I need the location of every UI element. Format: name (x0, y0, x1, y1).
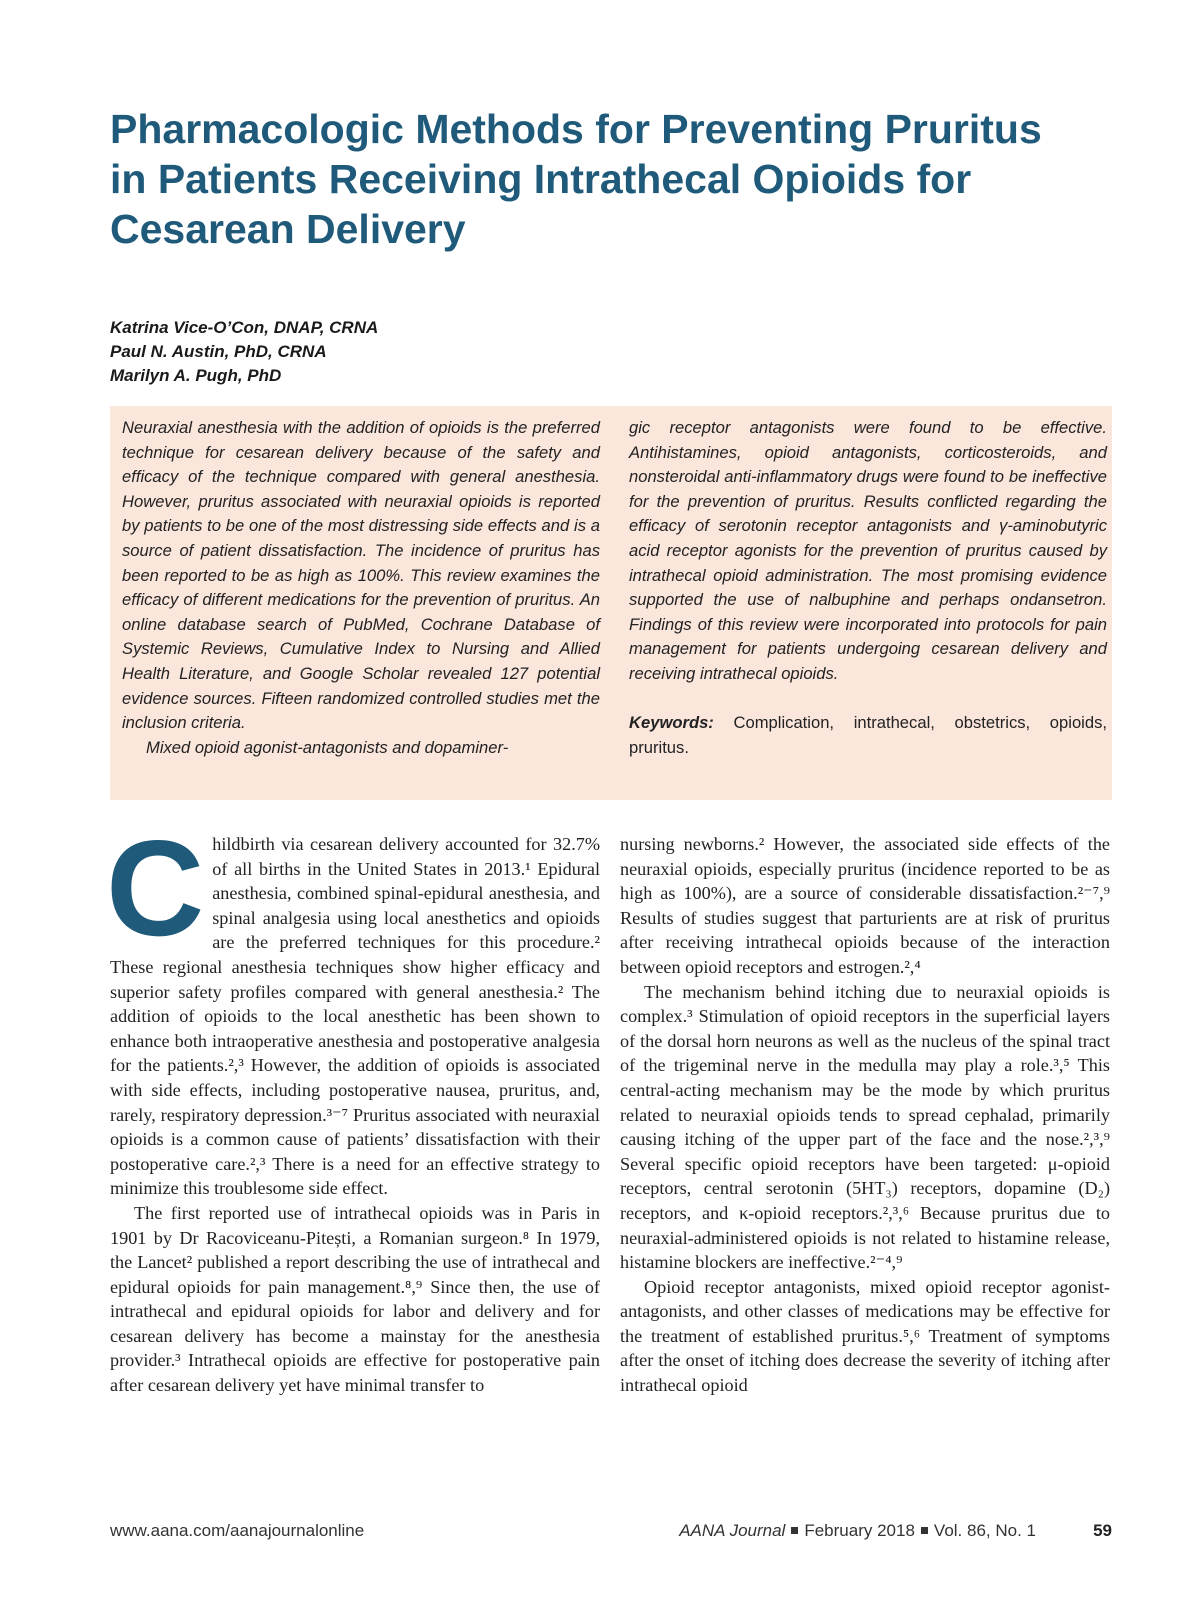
body-paragraph: hildbirth via cesarean delivery accounted for 32.7% of all births in the United States in 2013.¹ Epidural anesthesia, combined spinal-epidural anesthesia, and spinal analgesia using local anesthetics and opioids are the preferred techniques for this procedure.² These regional anesthesia techniques show higher efficacy and superior safety profiles compared with general anesthesia.² The addition of opioids to the local anesthetic has been shown to enhance both intraoperative anesthesia and postoperative analgesia for the patients.²,³ However, the addition of opioids is associated with side effects, including postoperative nausea, pruritus, and, rarely, respiratory depression.³⁻⁷ Pruritus associated with neuraxial opioids is a common cause of patients’ dissatisfaction with their postoperative care.²,³ There is a need for an effective strategy to minimize this troublesome side effect. (110, 834, 600, 1199)
body-paragraph: nursing newborns.² However, the associated side effects of the neuraxial opioids, especially pruritus (incidence reported to be as high as 100%), are a source of considerable dissatisfaction.²⁻⁷,⁹ Results of studies suggest that parturients are at risk of pruritus after receiving intrathecal opioids because of the interaction between opioid receptors and estrogen.²,⁴ (620, 834, 1110, 977)
body-paragraph: Opioid receptor antagonists, mixed opioid receptor agonist-antagonists, and other classes of medications may be effective for the treatment of established pruritus.⁵,⁶ Treatment of symptoms after the onset of itching does decrease the severity of itching after intrathecal opioid (620, 1276, 1110, 1396)
issue-date: February 2018 (804, 1521, 915, 1540)
author-name: Marilyn A. Pugh, PhD (110, 366, 282, 385)
abstract-box (110, 406, 1112, 800)
volume-number: Vol. 86, No. 1 (933, 1521, 1036, 1540)
abstract-column-right (629, 416, 1107, 760)
abstract-paragraph: gic receptor antagonists were found to be effective. Antihistamines, opioid antagonists, corticosteroids, and nonsteroidal anti-inflammatory drugs were found to be ineffective for the prevention of pruritus. Results conflicted regarding the efficacy of serotonin receptor antagonists and γ-aminobutyric acid receptor agonists for the prevention of pruritus caused by intrathecal opioid administration. The most promising evidence supported the use of nalbuphine and perhaps ondansetron. Findings of this review were incorporated into protocols for pain management for patients undergoing cesarean delivery and receiving intrathecal opioids. (629, 418, 1107, 683)
abstract-paragraph: Mixed opioid agonist-antagonists and dopaminer- (146, 737, 509, 757)
article-title (110, 104, 1110, 254)
abstract-column-left (122, 416, 600, 760)
author-name: Paul N. Austin, PhD, CRNA (110, 342, 327, 361)
journal-name: AANA Journal (679, 1521, 786, 1540)
title-line-3: Cesarean Delivery (110, 206, 466, 252)
body-column-left (106, 812, 600, 1398)
author-name: Katrina Vice-O’Con, DNAP, CRNA (110, 318, 379, 337)
journal-citation (679, 1521, 1036, 1541)
page-footer (110, 1521, 1112, 1545)
drop-cap: C (106, 812, 205, 964)
keywords-label: Keywords: (629, 713, 714, 733)
author-list (110, 316, 378, 388)
keywords-text: Complication, intrathecal, obstetrics, opioids, pruritus. (629, 713, 1107, 757)
body-paragraph: The first reported use of intrathecal opioids was in Paris in 1901 by Dr Racoviceanu-Pitești, a Romanian surgeon.⁸ In 1979, the Lancet² published a report describing the use of intrathecal and epidural opioids for pain management.⁸,⁹ Since then, the use of intrathecal and epidural opioids for labor and delivery and for cesarean delivery has become a mainstay for the anesthesia provider.³ Intrathecal opioids are effective for postoperative pain after cesarean delivery yet have minimal transfer to (110, 1202, 600, 1396)
title-line-1: Pharmacologic Methods for Preventing Pruritus (110, 106, 1042, 152)
body-paragraph: The mechanism behind itching due to neuraxial opioids is complex.³ Stimulation of opioid receptors in the superficial layers of the dorsal horn neurons as well as the nucleus of the spinal tract of the trigeminal nerve in the medulla may play a role.³,⁵ This central-acting mechanism may be the mode by which pruritus related to neuraxial opioids tends to spread cephalad, primarily causing itching of the upper part of the face and the nose.²,³,⁹ Several specific opioid receptors have been targeted: μ-opioid receptors, central serotonin (5HT₃) receptors, dopamine (D₂) receptors, and κ-opioid receptors.²,³,⁶ Because pruritus due to neuraxial-administered opioids is not related to histamine release, histamine blockers are ineffective.²⁻⁴,⁹ (620, 981, 1110, 1273)
title-line-2: in Patients Receiving Intrathecal Opioids for (110, 156, 972, 202)
page-number: 59 (1093, 1521, 1112, 1540)
abstract-paragraph: Neuraxial anesthesia with the addition of opioids is the preferred technique for cesarean delivery because of the safety and efficacy of the technique compared with general anesthesia. However, pruritus associated with neuraxial opioids is reported by patients to be one of the most distressing side effects and is a source of patient dissatisfaction. The incidence of pruritus has been reported to be as high as 100%. This review examines the efficacy of different medications for the prevention of pruritus. An online database search of PubMed, Cochrane Database of Systemic Reviews, Cumulative Index to Nursing and Allied Health Literature, and Google Scholar revealed 127 potential evidence sources. Fifteen randomized controlled studies met the inclusion criteria. (122, 418, 600, 733)
body-column-right (620, 832, 1110, 1398)
journal-url-link[interactable]: www.aana.com/aanajournalonline (110, 1521, 365, 1540)
square-bullet-icon (921, 1527, 928, 1534)
square-bullet-icon (791, 1527, 798, 1534)
keywords (629, 711, 1107, 760)
